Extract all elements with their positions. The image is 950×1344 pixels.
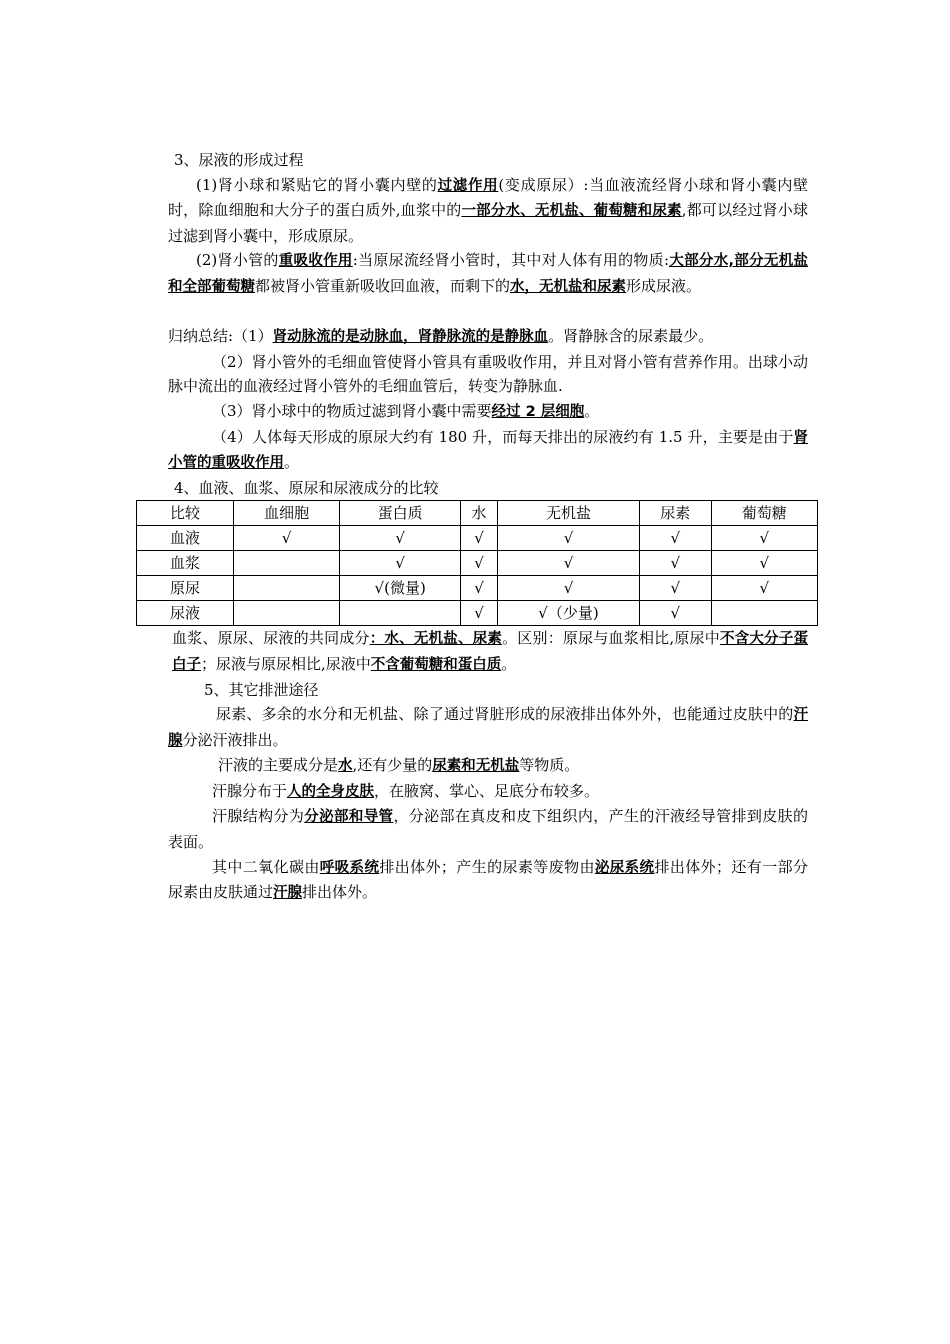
table-header-cell: 无机盐 (498, 501, 640, 526)
text: 血浆、原尿、尿液的共同成分 (172, 629, 370, 648)
s5-paragraph-5 (168, 855, 808, 906)
text: 。 (584, 401, 600, 420)
section-3-heading: 3、尿液的形成过程 (174, 151, 304, 169)
table-row (137, 576, 818, 601)
text: ,还有少量的 (352, 756, 433, 775)
table-row-label: 尿液 (137, 601, 234, 626)
table-row (137, 551, 818, 576)
text: (1)肾小球和紧贴它的肾小囊内壁的 (196, 175, 438, 194)
table-cell (711, 601, 817, 626)
table-cell (234, 576, 340, 601)
key-term: ：水、无机盐、尿素 (369, 631, 503, 648)
table-header-cell: 葡萄糖 (711, 501, 817, 526)
text: 。肾静脉含的尿素最少。 (548, 327, 714, 346)
text: ，分泌部在真皮和皮下组织内，产生的汗液经导管排到皮肤的表面。 (168, 807, 808, 852)
table-row-label: 血浆 (137, 551, 234, 576)
text: ，在腋窝、掌心、足底分布较多。 (374, 781, 600, 800)
table-cell: √(微量) (340, 576, 461, 601)
section-4-heading: 4、血液、血浆、原尿和尿液成分的比较 (174, 478, 439, 497)
table-cell: √ (498, 526, 640, 551)
text: 汗液的主要成分是 (218, 756, 339, 775)
s3-paragraph-2 (168, 248, 808, 299)
text: (2)肾小管的 (196, 251, 279, 270)
text: :当原尿流经肾小管时，其中对人体有用的物质: (352, 251, 670, 270)
key-term: 不含大分子蛋白子 (172, 631, 809, 673)
table-cell: √ (639, 576, 711, 601)
key-term: 分泌部和导管 (304, 809, 394, 826)
key-term: 过滤作用 (437, 177, 499, 194)
table-cell: √ (461, 601, 498, 626)
text: 排出体外。 (302, 883, 378, 902)
text: 尿素、多余的水分和无机盐、除了通过肾脏形成的尿液排出体外外，也能通过皮肤中的 (216, 705, 794, 724)
table-header-row (137, 501, 818, 526)
table-cell: √ (711, 551, 817, 576)
table-cell: √（少量) (498, 601, 640, 626)
table-header-cell: 蛋白质 (340, 501, 461, 526)
key-term: 经过 2 层细胞 (491, 403, 585, 420)
table-cell: √ (498, 576, 640, 601)
summary-line-2: （2）肾小管外的毛细血管使肾小管具有重吸收作用，并且对肾小管有营养作用。出球小动脉中流出的血液经过肾小管外的毛细血管后，转变为静脉血. (168, 352, 808, 396)
key-term: 肾小管的重吸收作用 (168, 429, 808, 472)
summary-line-1 (168, 324, 808, 350)
key-term: 一部分水、无机盐、葡萄糖和尿素 (461, 203, 682, 220)
text: 其中二氧化碳由 (212, 857, 320, 876)
table-cell: √ (498, 551, 640, 576)
table-cell: √ (461, 576, 498, 601)
text: 形成尿液。 (626, 276, 702, 295)
key-term: 水 (338, 758, 353, 775)
text: ；尿液与原尿相比,尿液中 (201, 654, 371, 673)
summary-line-4 (168, 425, 808, 476)
text: ,都可以经过肾小球过滤到肾小囊中，形成原尿。 (168, 201, 808, 245)
key-term: 泌尿系统 (594, 859, 655, 876)
text: 都被肾小管重新吸收回血液，而剩下的 (255, 276, 511, 295)
text: 汗腺结构分为 (212, 807, 305, 826)
table-row (137, 601, 818, 626)
s5-paragraph-3 (168, 779, 808, 805)
text: (变成原尿）:当血液流经肾小球和肾小囊内壁时，除血细胞和大分子的蛋白质外,血浆中的 (168, 175, 809, 220)
table-note (168, 626, 808, 677)
text: 汗腺分布于 (212, 781, 288, 800)
table-cell: √ (639, 601, 711, 626)
table-cell: √ (639, 551, 711, 576)
key-term: 不含葡萄糖和蛋白质 (370, 656, 502, 673)
text: （3）肾小球中的物质过滤到肾小囊中需要 (212, 401, 492, 420)
table-cell: √ (639, 526, 711, 551)
key-term: 呼吸系统 (319, 859, 380, 876)
table-cell: √ (461, 551, 498, 576)
table-header-cell: 水 (461, 501, 498, 526)
s5-paragraph-2 (168, 753, 808, 779)
text: 等物质。 (519, 756, 580, 775)
table-cell: √ (711, 576, 817, 601)
text: 。 (501, 654, 517, 673)
table-cell: √ (711, 526, 817, 551)
summary-line-3 (168, 399, 808, 425)
table-row-label: 原尿 (137, 576, 234, 601)
table-row-label: 血液 (137, 526, 234, 551)
table-cell: √ (340, 551, 461, 576)
key-term: 汗腺 (168, 707, 808, 749)
table-cell (234, 551, 340, 576)
text: （4）人体每天形成的原尿大约有 180 升，而每天排出的尿液约有 1.5 升，主要是由于 (212, 427, 794, 446)
table-header-cell: 血细胞 (234, 501, 340, 526)
table-cell: √ (234, 526, 340, 551)
blank-line (168, 300, 808, 325)
text: 排出体外；还有一部分尿素由皮肤通过 (168, 857, 808, 902)
s5-paragraph-4 (168, 804, 808, 854)
text: 。 (284, 453, 300, 472)
table-row (137, 526, 818, 551)
table-header-cell: 尿素 (639, 501, 711, 526)
composition-table (136, 500, 818, 626)
table-cell: √ (340, 526, 461, 551)
section-5-heading: 5、其它排泄途径 (204, 680, 319, 699)
text: 。区别：原尿与血浆相比,原尿中 (502, 629, 720, 648)
key-term: 汗腺 (273, 885, 303, 902)
s5-paragraph-1 (168, 702, 808, 753)
table-cell (340, 601, 461, 626)
key-term: 尿素和无机盐 (432, 758, 520, 775)
key-term: 肾动脉流的是动脉血，肾静脉流的是静脉血 (272, 329, 549, 346)
text: 排出体外；产生的尿素等废物由 (379, 857, 595, 876)
key-term: 大部分水,部分无机盐和全部葡萄糖 (168, 253, 808, 295)
table-header-cell: 比较 (137, 501, 234, 526)
document-page (168, 148, 808, 906)
table-cell (234, 601, 340, 626)
text: 归纳总结:（1） (168, 327, 273, 346)
key-term: 重吸收作用 (278, 253, 353, 270)
key-term: 人的全身皮肤 (287, 783, 375, 800)
table-cell: √ (461, 526, 498, 551)
text: 分泌汗液排出。 (182, 730, 288, 749)
key-term: 水，无机盐和尿素 (510, 278, 627, 295)
s3-paragraph-1 (168, 173, 808, 249)
